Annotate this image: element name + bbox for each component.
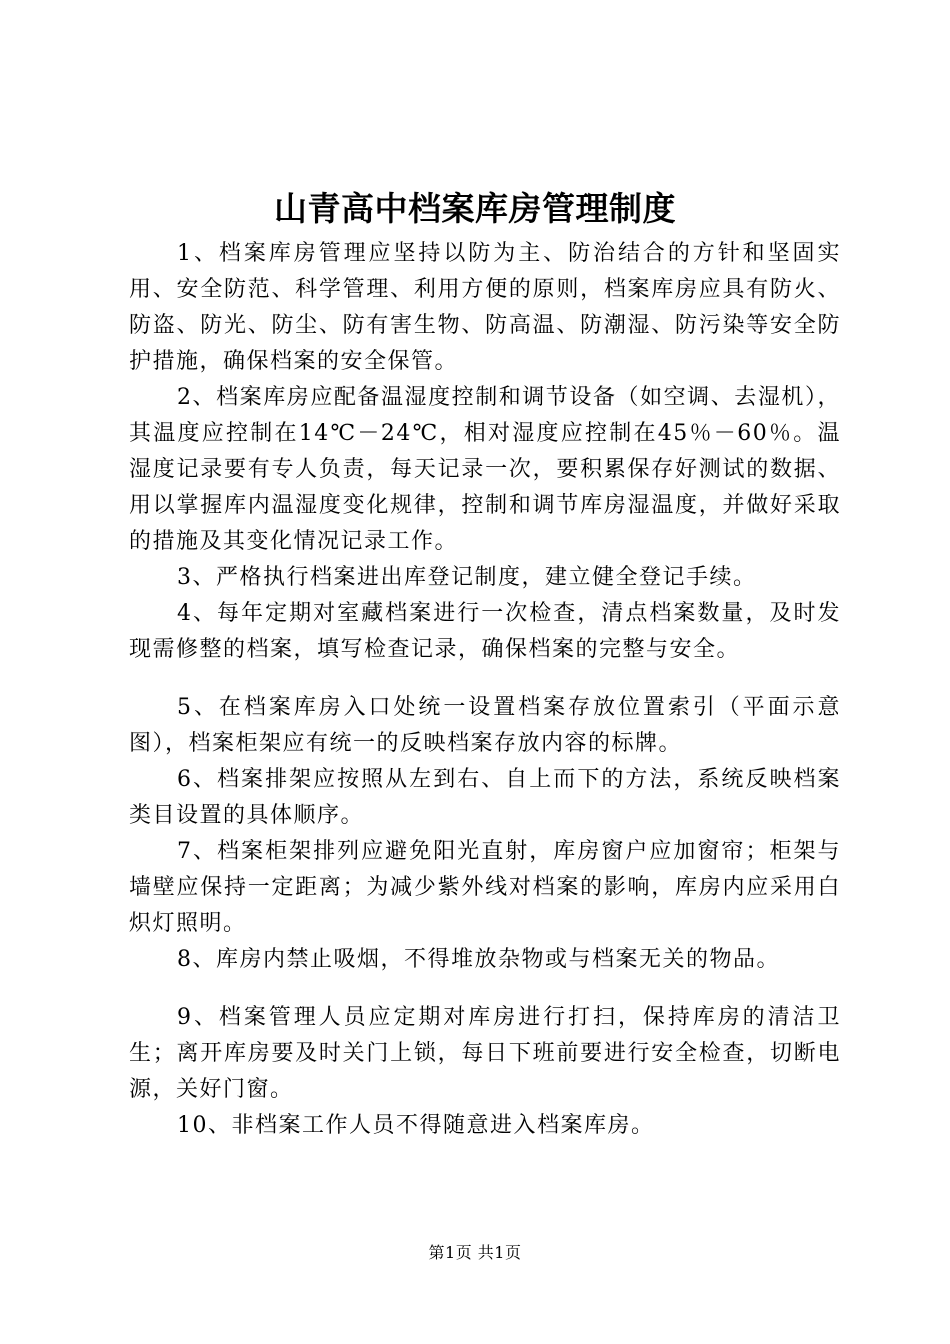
paragraph-9: 9、档案管理人员应定期对库房进行打扫，保持库房的清洁卫生；离开库房要及时关门上锁，每日下班前要进行安全检查，切断电源，关好门窗。 [129, 1005, 841, 1102]
paragraph-7: 7、档案柜架排列应避免阳光直射，库房窗户应加窗帘；柜架与墙壁应保持一定距离；为减少紫外线对档案的影响，库房内应采用白炽灯照明。 [129, 839, 841, 936]
document-body [129, 236, 841, 1144]
page-footer: 第1页 共1页 [428, 1243, 522, 1262]
paragraph-6: 6、档案排架应按照从左到右、自上而下的方法，系统反映档案类目设置的具体顺序。 [129, 767, 841, 828]
paragraph-5: 5、在档案库房入口处统一设置档案存放位置索引（平面示意图），档案柜架应有统一的反映档案存放内容的标牌。 [129, 695, 841, 756]
paragraph-8: 8、库房内禁止吸烟，不得堆放杂物或与档案无关的物品。 [177, 947, 780, 972]
paragraph-2: 2、档案库房应配备温湿度控制和调节设备（如空调、去湿机），其温度应控制在14℃－24℃，相对湿度应控制在45％－60％。温湿度记录要有专人负责，每天记录一次，要积累保存好测试的数据、用以掌握库内温湿度变化规律，控制和调节库房湿温度，并做好采取的措施及其变化情况记录工作。 [129, 385, 841, 554]
paragraph-10: 10、非档案工作人员不得随意进入档案库房。 [177, 1113, 655, 1138]
paragraph-3: 3、严格执行档案进出库登记制度，建立健全登记手续。 [177, 565, 757, 590]
paragraph-1: 1、档案库房管理应坚持以防为主、防治结合的方针和坚固实用、安全防范、科学管理、利用方便的原则，档案库房应具有防火、防盗、防光、防尘、防有害生物、防高温、防潮湿、防污染等安全防护措施，确保档案的安全保管。 [129, 241, 841, 374]
paragraph-4: 4、每年定期对室藏档案进行一次检查，清点档案数量，及时发现需修整的档案，填写检查记录，确保档案的完整与安全。 [129, 601, 841, 662]
document-title: 山青高中档案库房管理制度 [274, 189, 676, 228]
